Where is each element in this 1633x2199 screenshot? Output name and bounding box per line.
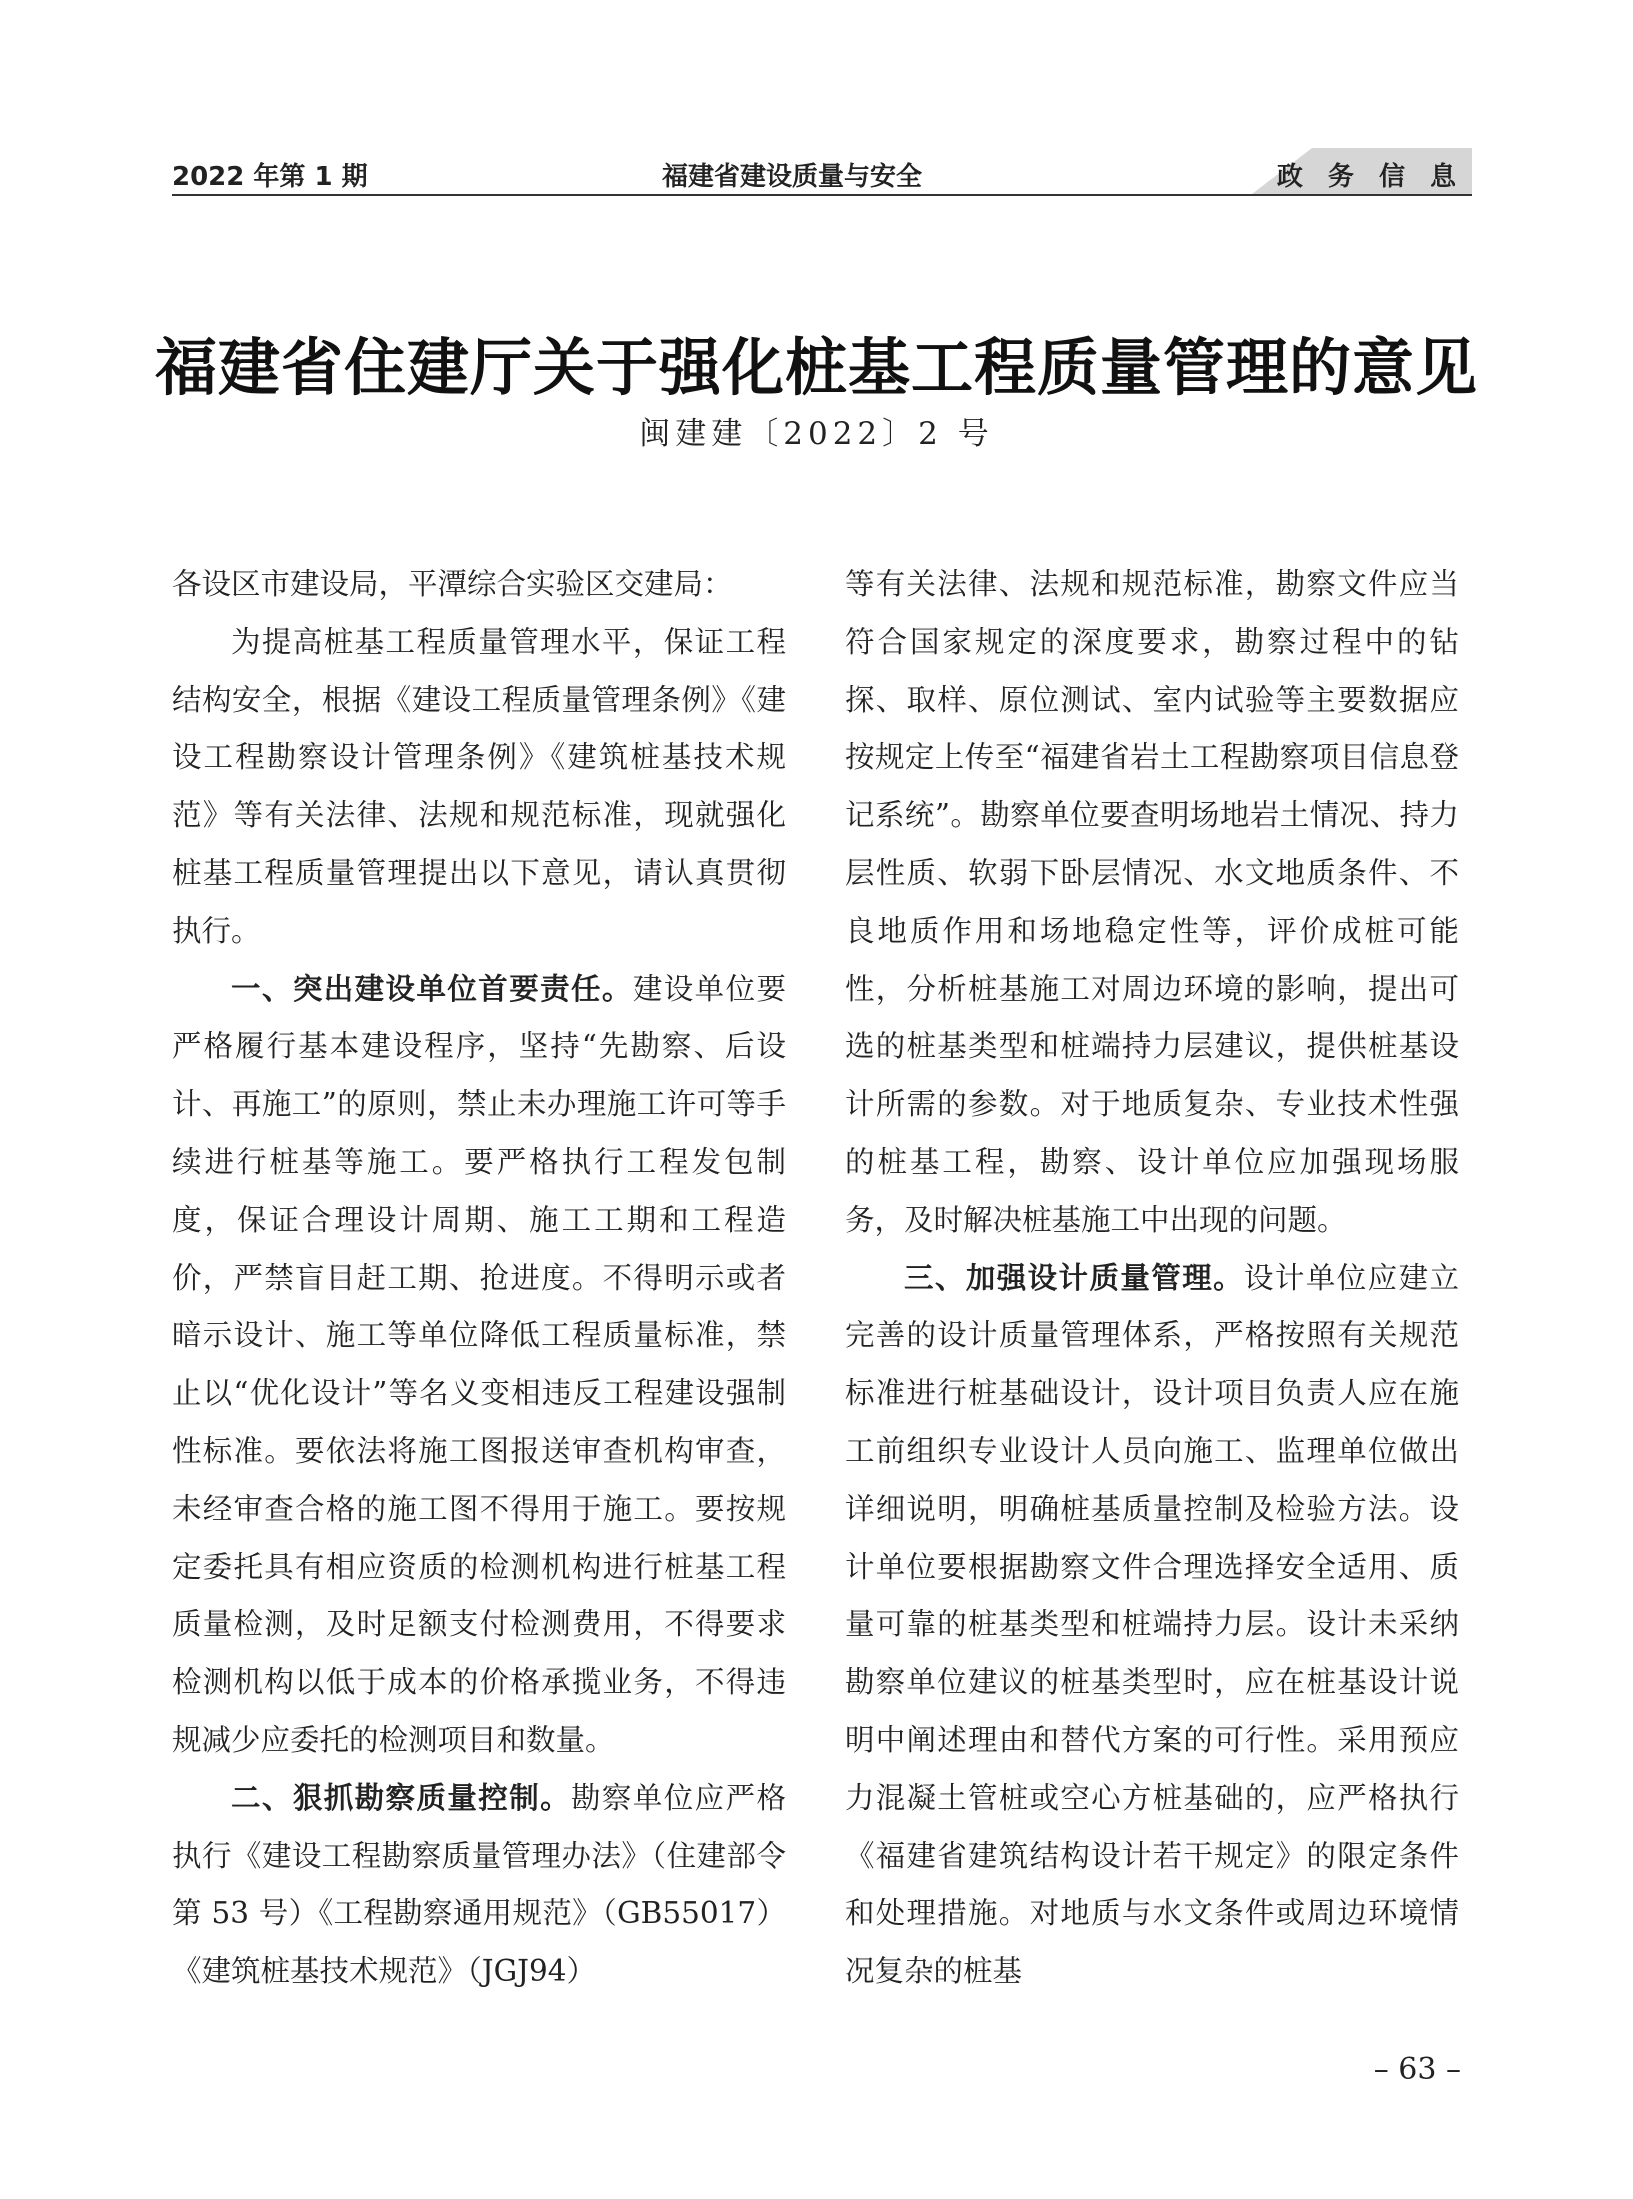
- section-3-text: 设计单位应建立完善的设计质量管理体系，严格按照有关规范标准进行桩基础设计，设计项目负责人应在施工前组织专业设计人员向施工、监理单位做出详细说明，明确桩基质量控制及检验方法。设计单位要根据勘察文件合理选择安全适用、质量可靠的桩基类型和桩端持力层。设计未采纳勘察单位建议的桩基类型时，应在桩基设计说明中阐述理由和替代方案的可行性。采用预应力混凝土管桩或空心方桩基础的，应严格执行《福建省建筑结构设计若干规定》的限定条件和处理措施。对地质与水文条件或周边环境情况复杂的桩基: [845, 1260, 1459, 1989]
- document-number: 闽建建〔2022〕2 号: [639, 416, 994, 452]
- section-3-heading: 三、加强设计质量管理。: [904, 1260, 1245, 1295]
- section-1-heading: 一、突出建设单位首要责任。: [231, 971, 633, 1006]
- salutation: 各设区市建设局，平潭综合实验区交建局：: [172, 567, 733, 601]
- section-label: 政 务 信 息: [1276, 162, 1464, 192]
- section-2-text-continued: 等有关法律、法规和规范标准，勘察文件应当符合国家规定的深度要求，勘察过程中的钻探、取样、原位测试、室内试验等主要数据应按规定上传至“福建省岩土工程勘察项目信息登记系统”。勘察单位要查明场地岩土情况、持力层性质、软弱下卧层情况、水文地质条件、不良地质作用和场地稳定性等，评价成桩可能性，分析桩基施工对周边环境的影响，提出可选的桩基类型和桩端持力层建议，提供桩基设计所需的参数。对于地质复杂、专业技术性强的桩基工程，勘察、设计单位应加强现场服务，及时解决桩基施工中出现的问题。: [845, 567, 1459, 1237]
- section-3-paragraph: [845, 1250, 1459, 2001]
- article-title: 福建省住建厅关于强化桩基工程质量管理的意见: [154, 331, 1478, 404]
- section-1-text: 建设单位要严格履行基本建设程序，坚持“先勘察、后设计、再施工”的原则，禁止未办理施工许可等手续进行桩基等施工。要严格执行工程发包制度，保证合理设计周期、施工工期和工程造价，严禁盲目赶工期、抢进度。不得明示或者暗示设计、施工等单位降低工程质量标准，禁止以“优化设计”等名义变相违反工程建设强制性标准。要依法将施工图报送审查机构审查，未经审查合格的施工图不得用于施工。要按规定委托具有相应资质的检测机构进行桩基工程质量检测，及时足额支付检测费用，不得要求检测机构以低于成本的价格承揽业务，不得违规减少应委托的检测项目和数量。: [172, 971, 786, 1757]
- journal-name: 福建省建设质量与安全: [662, 162, 923, 192]
- left-column: [172, 556, 786, 2001]
- section-2-text-start: 勘察单位应严格执行《建设工程勘察质量管理办法》（住建部令第 53 号）《工程勘察通用规范》（GB55017）《建筑桩基技术规范》（JGJ94）: [172, 1780, 786, 1989]
- section-tab: [1252, 148, 1472, 194]
- issue-label: 2022 年第 1 期: [172, 162, 368, 192]
- right-column: [845, 556, 1459, 2001]
- running-header: [172, 148, 1472, 196]
- section-2-paragraph: [172, 1770, 786, 2001]
- section-1-paragraph: [172, 961, 786, 1770]
- intro-paragraph: 为提高桩基工程质量管理水平，保证工程结构安全，根据《建设工程质量管理条例》《建设工程勘察设计管理条例》《建筑桩基技术规范》等有关法律、法规和规范标准，现就强化桩基工程质量管理提出以下意见，请认真贯彻执行。: [172, 624, 786, 948]
- page-number: – 63 –: [1373, 2052, 1461, 2087]
- section-2-heading: 二、狠抓勘察质量控制。: [231, 1780, 572, 1815]
